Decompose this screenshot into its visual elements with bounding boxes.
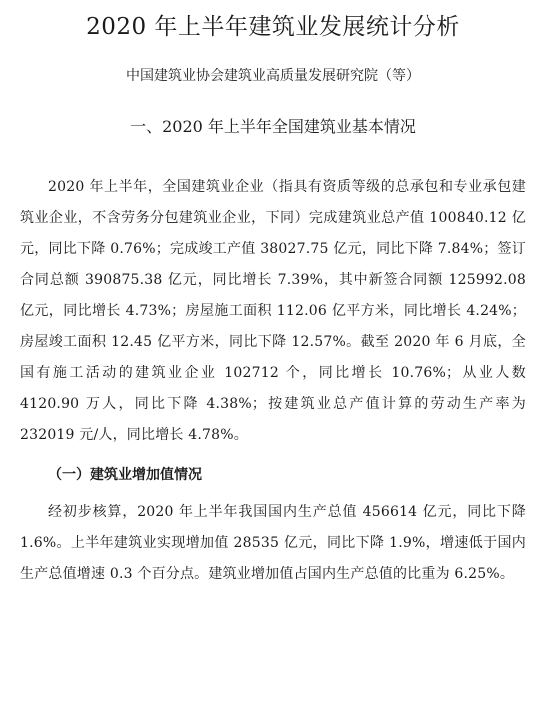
body-paragraph-overview: 2020 年上半年，全国建筑业企业（指具有资质等级的总承包和专业承包建筑业企业，不含劳务分包建筑业企业，下同）完成建筑业总产值 100840.12 亿元，同比下降 0.76%；完成竣工产值 38027.75 亿元，同比下降 7.84%；签订合同总额 390875.38 亿元，同比增长 7.39%，其中新签合同额 125992.08 亿元，同比增长 4.73%；房屋施工面积 112.06 亿平方米，同比增长 4.24%；房屋竣工面积 12.45 亿平方米，同比下降 12.57%。截至 2020 年 6 月底，全国有施工活动的建筑业企业 102712 个，同比增长 10.76%；从业人数 4120.90 万人，同比下降 4.38%；按建筑业总产值计算的劳动生产率为 232019 元/人，同比增长 4.78%。 bbox=[20, 179, 526, 443]
section-heading: 一、2020 年上半年全国建筑业基本情况 bbox=[130, 117, 416, 136]
document-title: 2020 年上半年建筑业发展统计分析 bbox=[86, 14, 460, 40]
document-author: 中国建筑业协会建筑业高质量发展研究院（等） bbox=[126, 68, 420, 84]
body-paragraph-value-added: 经初步核算，2020 年上半年我国国内生产总值 456614 亿元，同比下降 1.6%。上半年建筑业实现增加值 28535 亿元，同比下降 1.9%，增速低于国内生产总值增速 0.3 个百分点。建筑业增加值占国内生产总值的比重为 6.25%。 bbox=[20, 504, 526, 582]
subsection-heading: （一）建筑业增加值情况 bbox=[48, 467, 202, 483]
